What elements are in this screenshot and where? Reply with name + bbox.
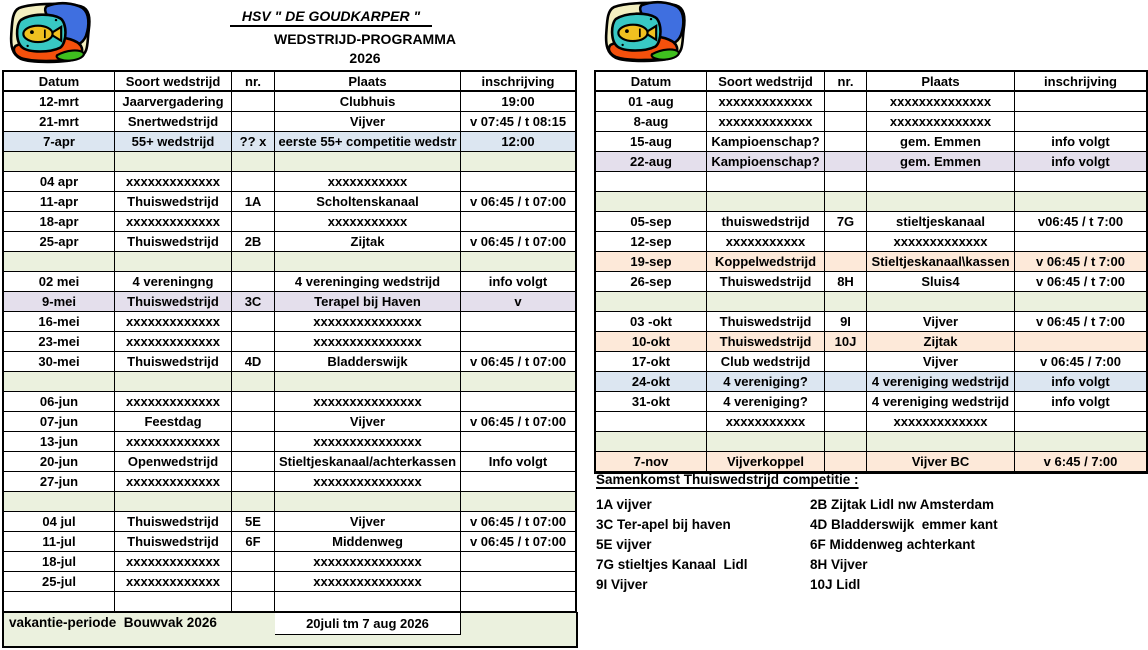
cell-d: 25-apr (4, 232, 115, 252)
cell-d: 16-mei (4, 312, 115, 332)
cell-n: 1A (232, 192, 275, 212)
cell-p: xxxxxxxxxxxxxxx (275, 572, 461, 592)
cell-i: v 07:45 / t 08:15 (461, 112, 575, 132)
cell-d: 23-mei (4, 332, 115, 352)
cell-n (825, 292, 867, 312)
cell-d: 9-mei (4, 292, 115, 312)
cell-n: 9I (825, 312, 867, 332)
cell-d (596, 412, 707, 432)
column-header: Plaats (275, 72, 461, 92)
vacation-period-row (2, 612, 578, 648)
cell-s: Thuiswedstrijd (115, 232, 232, 252)
cell-n: 6F (232, 532, 275, 552)
cell-s: xxxxxxxxxxxxx (115, 432, 232, 452)
cell-s: xxxxxxxxxxxxx (115, 572, 232, 592)
cell-p: 4 vereninging wedstrijd (275, 272, 461, 292)
cell-p: 4 vereniging wedstrijd (867, 392, 1015, 412)
cell-d: 05-sep (596, 212, 707, 232)
cell-i: v 06:45 / t 07:00 (461, 232, 575, 252)
cell-s: Thuiswedstrijd (115, 512, 232, 532)
cell-p: 4 vereniging wedstrijd (867, 372, 1015, 392)
cell-d: 25-jul (4, 572, 115, 592)
cell-p: Vijver (275, 512, 461, 532)
cell-d: 24-okt (596, 372, 707, 392)
cell-n (825, 152, 867, 172)
cell-p: Zijtak (275, 232, 461, 252)
cell-n (232, 372, 275, 392)
cell-s: xxxxxxxxxxxxx (115, 392, 232, 412)
cell-n (825, 372, 867, 392)
cell-i: info volgt (1015, 132, 1146, 152)
cell-p: xxxxxxxxxxxxxxx (275, 472, 461, 492)
cell-n (825, 432, 867, 452)
cell-n (232, 332, 275, 352)
cell-n: ?? x (232, 132, 275, 152)
column-header: nr. (825, 72, 867, 92)
cell-n (232, 152, 275, 172)
cell-i (461, 312, 575, 332)
cell-s (707, 432, 825, 452)
cell-i: v 06:45 / t 07:00 (461, 532, 575, 552)
cell-p: Scholtenskanaal (275, 192, 461, 212)
cell-p: xxxxxxxxxxxxx (867, 412, 1015, 432)
cell-i (461, 372, 575, 392)
cell-d (4, 152, 115, 172)
cell-i (461, 432, 575, 452)
cell-p: xxxxxxxxxxxxxxx (275, 332, 461, 352)
cell-i (461, 572, 575, 592)
cell-s: xxxxxxxxxxxxx (115, 332, 232, 352)
cell-p: stieltjeskanaal (867, 212, 1015, 232)
cell-p (275, 372, 461, 392)
cell-i (1015, 412, 1146, 432)
column-header: Plaats (867, 72, 1015, 92)
cell-i: v 06:45 / t 07:00 (461, 412, 575, 432)
cell-n (232, 472, 275, 492)
cell-i (461, 172, 575, 192)
cell-p (867, 172, 1015, 192)
cell-s (707, 192, 825, 212)
cell-p (275, 152, 461, 172)
cell-p: Terapel bij Haven (275, 292, 461, 312)
cell-n: 10J (825, 332, 867, 352)
cell-s: Club wedstrijd (707, 352, 825, 372)
cell-p: Vijver (867, 312, 1015, 332)
fish-club-logo-icon (7, 1, 93, 65)
legend-item: 2B Zijtak Lidl nw Amsterdam (810, 497, 995, 512)
cell-i (461, 592, 575, 612)
cell-d: 21-mrt (4, 112, 115, 132)
program-table-autumn (594, 70, 1148, 474)
cell-d: 06-jun (4, 392, 115, 412)
cell-i (1015, 332, 1146, 352)
cell-p: xxxxxxxxxxxxxxx (275, 392, 461, 412)
cell-i (461, 492, 575, 512)
cell-s: Koppelwedstrijd (707, 252, 825, 272)
cell-n: 2B (232, 232, 275, 252)
cell-d: 11-apr (4, 192, 115, 212)
legend-item: 9I Vijver (596, 577, 648, 592)
cell-i (1015, 112, 1146, 132)
cell-d: 02 mei (4, 272, 115, 292)
cell-p: eerste 55+ competitie wedstr (275, 132, 461, 152)
cell-p: xxxxxxxxxxxxxxx (275, 432, 461, 452)
cell-s: Thuiswedstrijd (707, 332, 825, 352)
cell-n (232, 592, 275, 612)
cell-n (825, 172, 867, 192)
cell-i (461, 332, 575, 352)
cell-n: 8H (825, 272, 867, 292)
legend-items (596, 495, 1146, 595)
cell-p: Stieltjeskanaal\kassen (867, 252, 1015, 272)
cell-d: 31-okt (596, 392, 707, 412)
cell-p: Bladderswijk (275, 352, 461, 372)
cell-s (115, 592, 232, 612)
cell-p: Vijver (867, 352, 1015, 372)
cell-s: thuiswedstrijd (707, 212, 825, 232)
cell-d (596, 432, 707, 452)
cell-i: v06:45 / t 7:00 (1015, 212, 1146, 232)
cell-p: Vijver (275, 412, 461, 432)
cell-p: gem. Emmen (867, 152, 1015, 172)
cell-d: 03 -okt (596, 312, 707, 332)
cell-i: info volgt (1015, 372, 1146, 392)
cell-d: 26-sep (596, 272, 707, 292)
cell-d (596, 172, 707, 192)
cell-d: 7-nov (596, 452, 707, 472)
cell-i (461, 472, 575, 492)
cell-d: 15-aug (596, 132, 707, 152)
cell-n (232, 312, 275, 332)
cell-s: xxxxxxxxxxxxx (707, 92, 825, 112)
vacation-label: vakantie-periode Bouwvak 2026 (9, 615, 217, 630)
cell-i (1015, 232, 1146, 252)
cell-d: 11-jul (4, 532, 115, 552)
cell-p: xxxxxxxxxxxxxx (867, 92, 1015, 112)
cell-p: Stieltjeskanaal/achterkassen (275, 452, 461, 472)
program-year: 2026 (349, 50, 381, 66)
column-header: Datum (4, 72, 115, 92)
cell-d: 18-jul (4, 552, 115, 572)
cell-n (232, 492, 275, 512)
cell-d (4, 592, 115, 612)
legend-title: Samenkomst Thuiswedstrijd competitie : (596, 472, 859, 487)
cell-n (232, 392, 275, 412)
cell-n: 7G (825, 212, 867, 232)
program-title: WEDSTRIJD-PROGRAMMA (274, 31, 456, 47)
cell-n (232, 112, 275, 132)
cell-d: 13-jun (4, 432, 115, 452)
cell-n (825, 132, 867, 152)
cell-s: Vijverkoppel (707, 452, 825, 472)
cell-s: Jaarvergadering (115, 92, 232, 112)
legend-item: 10J Lidl (810, 577, 861, 592)
column-header: nr. (232, 72, 275, 92)
cell-i: info volgt (461, 272, 575, 292)
cell-s (115, 492, 232, 512)
cell-d (596, 292, 707, 312)
cell-n (232, 212, 275, 232)
cell-n (232, 572, 275, 592)
cell-i: v 06:45 / t 7:00 (1015, 272, 1146, 292)
cell-i: v 06:45 / t 07:00 (461, 192, 575, 212)
cell-p: xxxxxxxxxxxxxx (867, 112, 1015, 132)
cell-s: Kampioenschap? (707, 152, 825, 172)
program-table-spring (2, 70, 577, 612)
cell-n (825, 192, 867, 212)
cell-d: 22-aug (596, 152, 707, 172)
cell-d: 01 -aug (596, 92, 707, 112)
cell-i (461, 552, 575, 572)
cell-p (275, 492, 461, 512)
cell-d: 8-aug (596, 112, 707, 132)
cell-n (232, 252, 275, 272)
cell-d: 7-apr (4, 132, 115, 152)
cell-s: Feestdag (115, 412, 232, 432)
cell-n (825, 232, 867, 252)
legend-item: 3C Ter-apel bij haven (596, 517, 731, 532)
cell-i: 12:00 (461, 132, 575, 152)
cell-p: gem. Emmen (867, 132, 1015, 152)
cell-s: Thuiswedstrijd (115, 532, 232, 552)
cell-s: Thuiswedstrijd (115, 352, 232, 372)
cell-n (232, 92, 275, 112)
cell-d: 04 jul (4, 512, 115, 532)
cell-p (275, 252, 461, 272)
title-block (150, 8, 580, 66)
cell-n (825, 412, 867, 432)
legend-item: 4D Bladderswijk emmer kant (810, 517, 998, 532)
cell-n (232, 272, 275, 292)
cell-s: xxxxxxxxxxxxx (115, 552, 232, 572)
cell-s: Openwedstrijd (115, 452, 232, 472)
cell-i (1015, 292, 1146, 312)
cell-i: Info volgt (461, 452, 575, 472)
cell-d (4, 492, 115, 512)
cell-p: Middenweg (275, 532, 461, 552)
cell-n: 4D (232, 352, 275, 372)
cell-p: xxxxxxxxxxx (275, 212, 461, 232)
cell-i (1015, 172, 1146, 192)
cell-d: 10-okt (596, 332, 707, 352)
club-title: HSV " DE GOUDKARPER " (230, 8, 432, 27)
column-header: inschrijving (461, 72, 575, 92)
cell-s: Kampioenschap? (707, 132, 825, 152)
cell-d (4, 252, 115, 272)
cell-s (115, 372, 232, 392)
cell-s: xxxxxxxxxxxxx (115, 172, 232, 192)
cell-s (707, 292, 825, 312)
vacation-period-value: 20juli tm 7 aug 2026 (275, 613, 461, 635)
cell-d: 07-jun (4, 412, 115, 432)
cell-s: xxxxxxxxxxxxx (115, 212, 232, 232)
cell-i: v 06:45 / 7:00 (1015, 352, 1146, 372)
cell-s (707, 172, 825, 192)
cell-s: Thuiswedstrijd (115, 192, 232, 212)
legend-item: 7G stieltjes Kanaal Lidl (596, 557, 748, 572)
cell-s: xxxxxxxxxxx (707, 412, 825, 432)
cell-p (867, 432, 1015, 452)
cell-d: 19-sep (596, 252, 707, 272)
cell-s: xxxxxxxxxxxxx (115, 312, 232, 332)
cell-p: Zijtak (867, 332, 1015, 352)
cell-s (115, 152, 232, 172)
cell-n (232, 452, 275, 472)
cell-i: v 6:45 / 7:00 (1015, 452, 1146, 472)
column-header: Soort wedstrijd (115, 72, 232, 92)
cell-s: 4 vereniging? (707, 372, 825, 392)
cell-s: 4 vereniging? (707, 392, 825, 412)
cell-n (825, 392, 867, 412)
meeting-points-legend (596, 472, 1146, 595)
cell-s: xxxxxxxxxxxxx (707, 112, 825, 132)
cell-s: Thuiswedstrijd (707, 272, 825, 292)
cell-i: info volgt (1015, 152, 1146, 172)
cell-d: 27-jun (4, 472, 115, 492)
cell-s: Thuiswedstrijd (707, 312, 825, 332)
cell-p (867, 292, 1015, 312)
cell-s (115, 252, 232, 272)
cell-i: v 06:45 / t 07:00 (461, 512, 575, 532)
cell-s: xxxxxxxxxxxxx (115, 472, 232, 492)
cell-d: 12-mrt (4, 92, 115, 112)
cell-n (825, 92, 867, 112)
cell-i: v 06:45 / t 7:00 (1015, 312, 1146, 332)
cell-n (232, 172, 275, 192)
cell-n (825, 352, 867, 372)
cell-n (232, 412, 275, 432)
cell-p: xxxxxxxxxxxxxxx (275, 312, 461, 332)
cell-d: 20-jun (4, 452, 115, 472)
cell-i (461, 392, 575, 412)
cell-s: Snertwedstrijd (115, 112, 232, 132)
cell-d: 12-sep (596, 232, 707, 252)
cell-n (825, 112, 867, 132)
cell-d: 30-mei (4, 352, 115, 372)
cell-n (232, 552, 275, 572)
cell-d (4, 372, 115, 392)
cell-s: 55+ wedstrijd (115, 132, 232, 152)
cell-d: 17-okt (596, 352, 707, 372)
column-header: Soort wedstrijd (707, 72, 825, 92)
cell-p: xxxxxxxxxxx (275, 172, 461, 192)
cell-s: 4 vereningng (115, 272, 232, 292)
cell-p: Sluis4 (867, 272, 1015, 292)
cell-i (1015, 92, 1146, 112)
cell-i (461, 152, 575, 172)
cell-i (461, 252, 575, 272)
cell-d: 04 apr (4, 172, 115, 192)
cell-p: xxxxxxxxxxxxxxx (275, 552, 461, 572)
cell-n (825, 252, 867, 272)
cell-i (1015, 192, 1146, 212)
cell-d: 18-apr (4, 212, 115, 232)
cell-d (596, 192, 707, 212)
cell-n (232, 432, 275, 452)
cell-i: v 06:45 / t 07:00 (461, 352, 575, 372)
cell-p (867, 192, 1015, 212)
legend-item: 8H Vijver (810, 557, 868, 572)
cell-p (275, 592, 461, 612)
cell-p: Vijver BC (867, 452, 1015, 472)
cell-i: 19:00 (461, 92, 575, 112)
cell-p: Vijver (275, 112, 461, 132)
cell-n: 3C (232, 292, 275, 312)
legend-item: 1A vijver (596, 497, 652, 512)
cell-i: v 06:45 / t 7:00 (1015, 252, 1146, 272)
column-header: inschrijving (1015, 72, 1146, 92)
legend-item: 5E vijver (596, 537, 652, 552)
cell-p: xxxxxxxxxxxxx (867, 232, 1015, 252)
column-header: Datum (596, 72, 707, 92)
cell-i: info volgt (1015, 392, 1146, 412)
cell-n (825, 452, 867, 472)
cell-i (461, 212, 575, 232)
cell-i: v (461, 292, 575, 312)
cell-p: Clubhuis (275, 92, 461, 112)
legend-item: 6F Middenweg achterkant (810, 537, 976, 552)
cell-s: xxxxxxxxxxx (707, 232, 825, 252)
fish-club-logo-icon (602, 0, 688, 64)
cell-i (1015, 432, 1146, 452)
cell-s: Thuiswedstrijd (115, 292, 232, 312)
cell-n: 5E (232, 512, 275, 532)
